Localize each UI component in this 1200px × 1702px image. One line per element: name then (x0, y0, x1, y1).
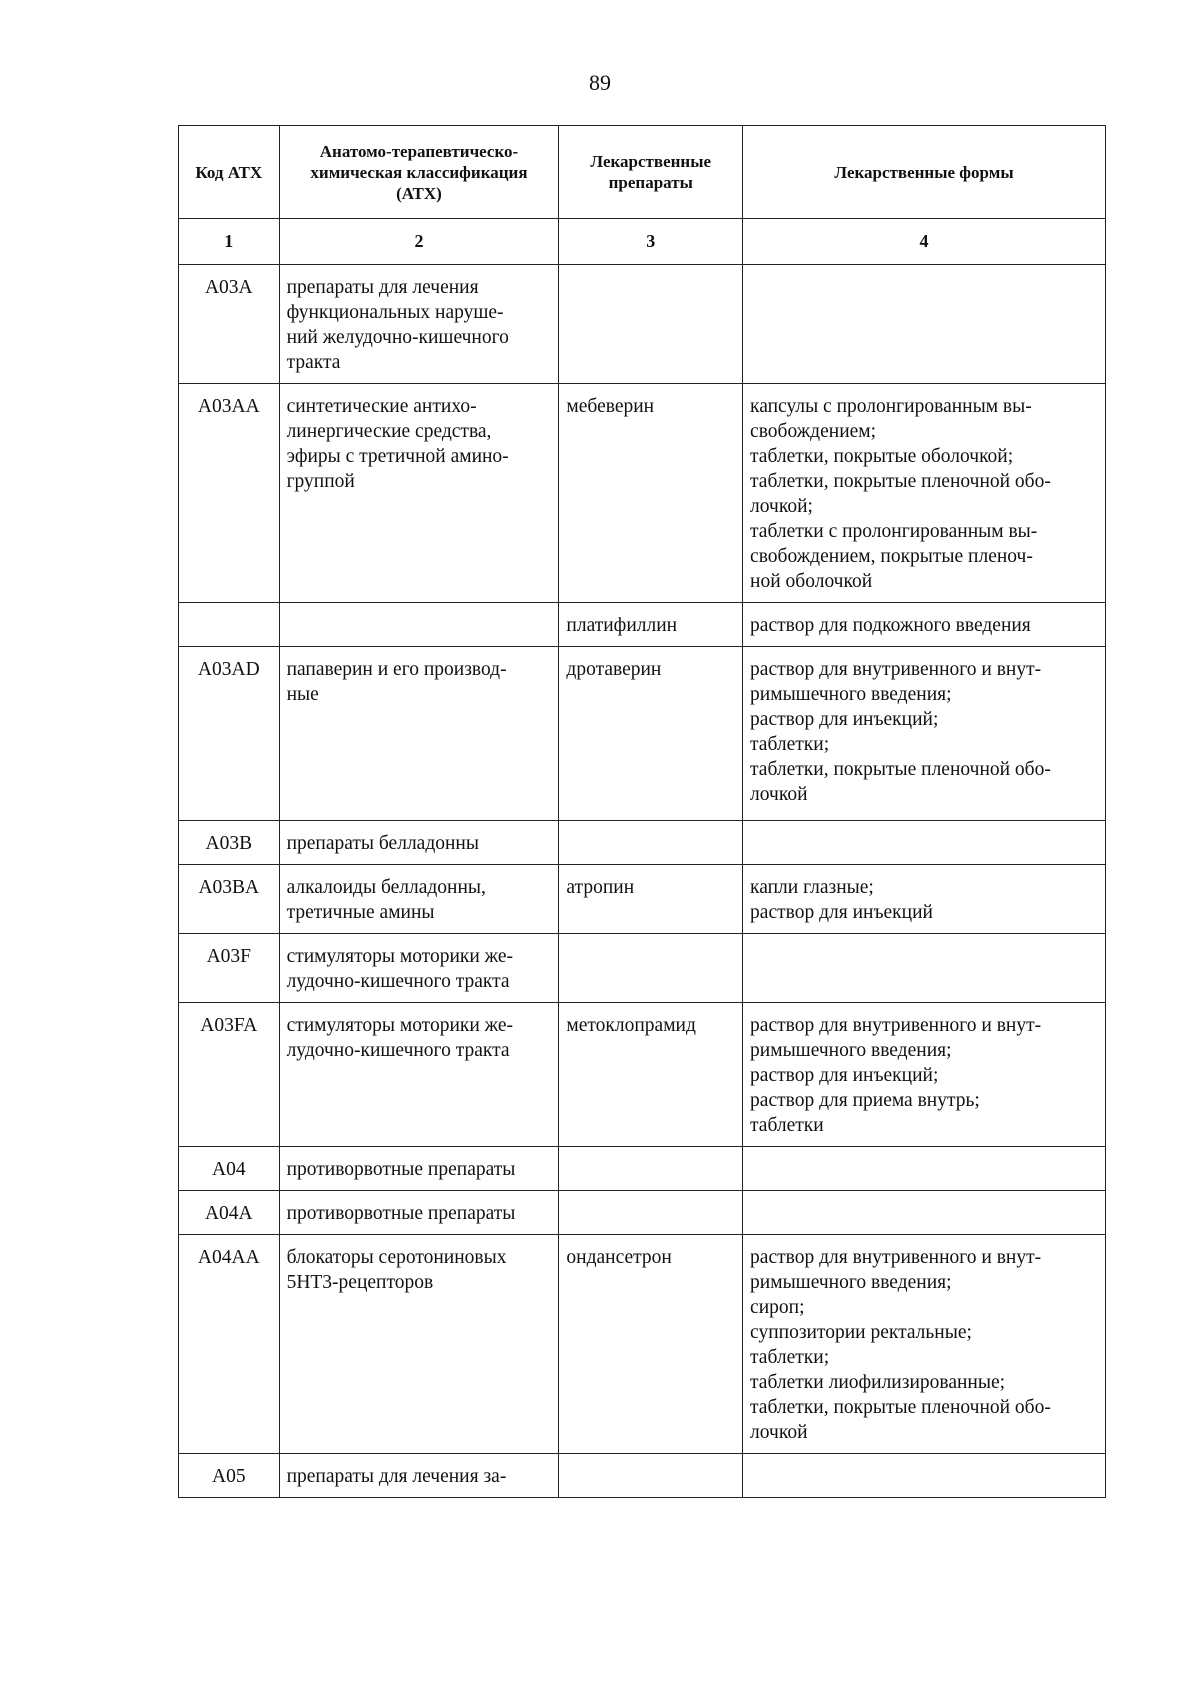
table-row (179, 1235, 1106, 1454)
dosage-forms-cell: капли глазные; раствор для инъекций (743, 865, 1106, 934)
column-number: 4 (743, 219, 1106, 265)
drug-cell (559, 1454, 743, 1498)
classification-cell: стимуляторы моторики же- лудочно-кишечного тракта (279, 1003, 559, 1147)
dosage-forms-cell (743, 934, 1106, 1003)
dosage-forms-cell (743, 1454, 1106, 1498)
atx-code-cell: A03FA (179, 1003, 280, 1147)
drug-cell: дротаверин (559, 647, 743, 821)
atx-drug-table (178, 125, 1106, 1498)
atx-code-cell: A03AA (179, 384, 280, 603)
atx-code-cell: A03B (179, 821, 280, 865)
table-row (179, 1191, 1106, 1235)
table-body (179, 265, 1106, 1498)
atx-code-cell: A04 (179, 1147, 280, 1191)
dosage-forms-cell: раствор для внутривенного и внут- римышечного введения; раствор для инъекций; раствор для приема внутрь; таблетки (743, 1003, 1106, 1147)
table-header-row (179, 126, 1106, 219)
table-row (179, 934, 1106, 1003)
column-number: 2 (279, 219, 559, 265)
atx-code-cell: A03BA (179, 865, 280, 934)
header-drugs: Лекарственные препараты (559, 126, 743, 219)
classification-cell: стимуляторы моторики же- лудочно-кишечного тракта (279, 934, 559, 1003)
table-row (179, 1147, 1106, 1191)
drug-cell: платифиллин (559, 603, 743, 647)
dosage-forms-cell (743, 265, 1106, 384)
classification-cell: синтетические антихо- линергические средства, эфиры с третичной амино- группой (279, 384, 559, 603)
dosage-forms-cell: раствор для внутривенного и внут- римышечного введения; раствор для инъекций; таблетки; таблетки, покрытые пленочной обо- лочкой (743, 647, 1106, 821)
atx-code-cell: A03AD (179, 647, 280, 821)
drug-cell (559, 265, 743, 384)
dosage-forms-cell: капсулы с пролонгированным вы- свобождением; таблетки, покрытые оболочкой; таблетки, покрытые пленочной обо- лочкой; таблетки с пролонгированным вы- свобождением, покрытые пленоч- ной оболочкой (743, 384, 1106, 603)
page-number: 89 (589, 70, 611, 95)
table-row (179, 603, 1106, 647)
drug-cell: мебеверин (559, 384, 743, 603)
drug-cell: ондансетрон (559, 1235, 743, 1454)
classification-cell: препараты белладонны (279, 821, 559, 865)
classification-cell: алкалоиды белладонны, третичные амины (279, 865, 559, 934)
atx-code-cell (179, 603, 280, 647)
column-number: 3 (559, 219, 743, 265)
table-row (179, 1003, 1106, 1147)
classification-cell: папаверин и его производ- ные (279, 647, 559, 821)
dosage-forms-cell: раствор для внутривенного и внут- римышечного введения; сироп; суппозитории ректальные; таблетки; таблетки лиофилизированные; таблетки, покрытые пленочной обо- лочкой (743, 1235, 1106, 1454)
drug-cell: метоклопрамид (559, 1003, 743, 1147)
header-code: Код АТХ (179, 126, 280, 219)
atx-code-cell: A03F (179, 934, 280, 1003)
classification-cell: препараты для лечения за- (279, 1454, 559, 1498)
dosage-forms-cell (743, 1191, 1106, 1235)
atx-code-cell: A04A (179, 1191, 280, 1235)
atx-code-cell: A05 (179, 1454, 280, 1498)
drug-cell (559, 1191, 743, 1235)
drug-cell: атропин (559, 865, 743, 934)
drug-cell (559, 934, 743, 1003)
classification-cell: блокаторы серотониновых 5HT3-рецепторов (279, 1235, 559, 1454)
atx-code-cell: A03A (179, 265, 280, 384)
table-row (179, 384, 1106, 603)
column-number-row (179, 219, 1106, 265)
dosage-forms-cell (743, 821, 1106, 865)
classification-cell: противорвотные препараты (279, 1191, 559, 1235)
classification-cell (279, 603, 559, 647)
table-row (179, 265, 1106, 384)
dosage-forms-cell (743, 1147, 1106, 1191)
column-number: 1 (179, 219, 280, 265)
classification-cell: препараты для лечения функциональных наруше- ний желудочно-кишечного тракта (279, 265, 559, 384)
table-row (179, 1454, 1106, 1498)
drug-cell (559, 1147, 743, 1191)
dosage-forms-cell: раствор для подкожного введения (743, 603, 1106, 647)
table-row (179, 821, 1106, 865)
table-row (179, 865, 1106, 934)
drug-cell (559, 821, 743, 865)
header-classification: Анатомо-терапевтическо-химическая классификация (АТХ) (279, 126, 559, 219)
atx-code-cell: A04AA (179, 1235, 280, 1454)
classification-cell: противорвотные препараты (279, 1147, 559, 1191)
header-forms: Лекарственные формы (743, 126, 1106, 219)
table-row (179, 647, 1106, 821)
